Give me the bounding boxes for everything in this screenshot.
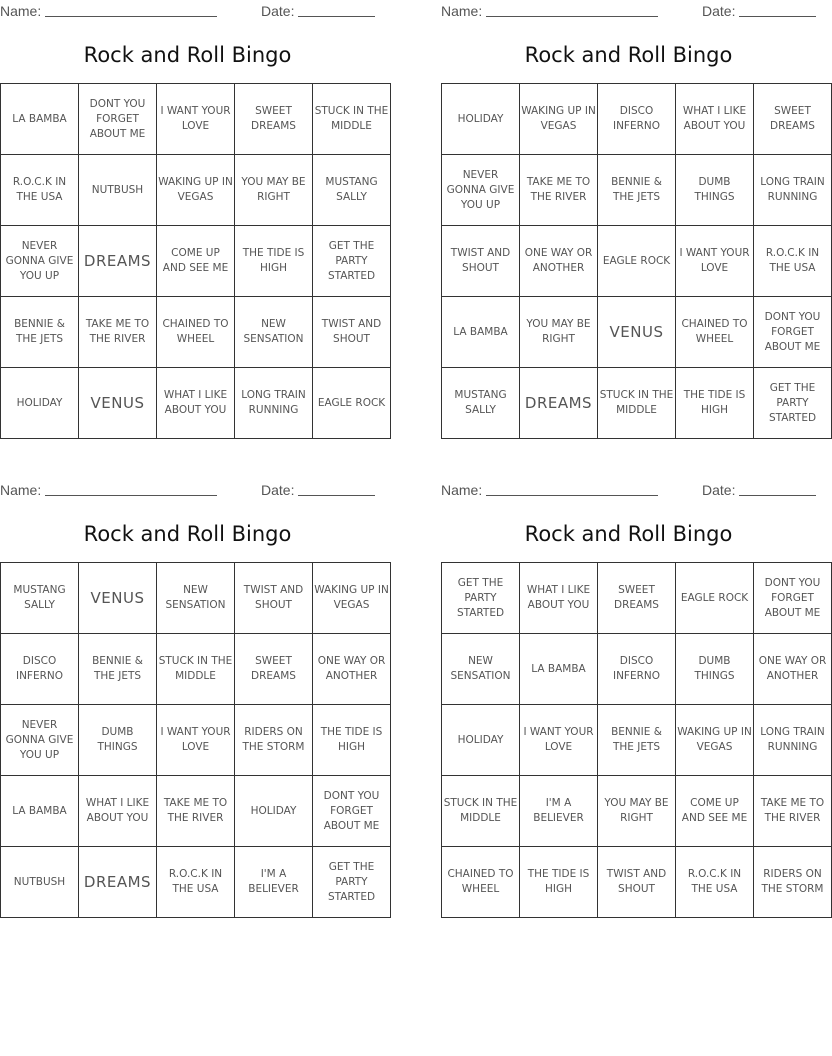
bingo-cell[interactable]: EAGLE ROCK bbox=[598, 226, 676, 297]
bingo-row bbox=[1, 368, 391, 439]
bingo-cell[interactable]: I WANT YOUR LOVE bbox=[157, 705, 235, 776]
bingo-cell[interactable]: DUMB THINGS bbox=[676, 634, 754, 705]
bingo-grid bbox=[0, 83, 391, 439]
bingo-cell[interactable]: STUCK IN THE MIDDLE bbox=[313, 84, 391, 155]
bingo-cell[interactable]: NEW SENSATION bbox=[442, 634, 520, 705]
name-label: Name: bbox=[441, 3, 483, 19]
bingo-cell[interactable]: I'M A BELIEVER bbox=[520, 776, 598, 847]
bingo-cell[interactable]: STUCK IN THE MIDDLE bbox=[598, 368, 676, 439]
bingo-cell[interactable]: R.O.C.K IN THE USA bbox=[157, 847, 235, 918]
bingo-cell[interactable]: TWIST AND SHOUT bbox=[598, 847, 676, 918]
bingo-cell[interactable]: WAKING UP IN VEGAS bbox=[313, 563, 391, 634]
name-field[interactable] bbox=[486, 16, 658, 17]
bingo-cell[interactable]: ONE WAY OR ANOTHER bbox=[520, 226, 598, 297]
bingo-cell[interactable]: STUCK IN THE MIDDLE bbox=[442, 776, 520, 847]
bingo-cell[interactable]: VENUS bbox=[598, 297, 676, 368]
bingo-cell[interactable]: LONG TRAIN RUNNING bbox=[754, 155, 832, 226]
bingo-cell[interactable]: LONG TRAIN RUNNING bbox=[235, 368, 313, 439]
bingo-cell[interactable]: R.O.C.K IN THE USA bbox=[754, 226, 832, 297]
bingo-cell[interactable]: VENUS bbox=[79, 563, 157, 634]
bingo-cell[interactable]: GET THE PARTY STARTED bbox=[313, 847, 391, 918]
bingo-cell[interactable]: TAKE ME TO THE RIVER bbox=[520, 155, 598, 226]
bingo-cell[interactable]: DONT YOU FORGET ABOUT ME bbox=[313, 776, 391, 847]
bingo-cell[interactable]: YOU MAY BE RIGHT bbox=[235, 155, 313, 226]
bingo-cell[interactable]: WAKING UP IN VEGAS bbox=[676, 705, 754, 776]
bingo-row bbox=[1, 155, 391, 226]
bingo-grid bbox=[0, 562, 391, 918]
bingo-cell[interactable]: ONE WAY OR ANOTHER bbox=[754, 634, 832, 705]
bingo-cell[interactable]: R.O.C.K IN THE USA bbox=[1, 155, 79, 226]
date-label: Date: bbox=[702, 3, 736, 19]
bingo-row bbox=[1, 634, 391, 705]
bingo-cell[interactable]: TAKE ME TO THE RIVER bbox=[754, 776, 832, 847]
bingo-cell[interactable]: I'M A BELIEVER bbox=[235, 847, 313, 918]
date-label: Date: bbox=[702, 482, 736, 498]
bingo-row bbox=[442, 634, 832, 705]
bingo-row bbox=[442, 226, 832, 297]
bingo-cell[interactable]: WAKING UP IN VEGAS bbox=[157, 155, 235, 226]
name-field[interactable] bbox=[486, 495, 658, 496]
name-date-row bbox=[0, 0, 375, 22]
bingo-cell[interactable]: LONG TRAIN RUNNING bbox=[754, 705, 832, 776]
bingo-cell[interactable]: DISCO INFERNO bbox=[598, 634, 676, 705]
bingo-row bbox=[442, 368, 832, 439]
bingo-cell[interactable]: EAGLE ROCK bbox=[313, 368, 391, 439]
bingo-cell[interactable]: CHAINED TO WHEEL bbox=[157, 297, 235, 368]
bingo-row bbox=[1, 226, 391, 297]
bingo-cell[interactable]: TWIST AND SHOUT bbox=[235, 563, 313, 634]
bingo-cell[interactable]: RIDERS ON THE STORM bbox=[754, 847, 832, 918]
bingo-cell[interactable]: DISCO INFERNO bbox=[1, 634, 79, 705]
card-title: Rock and Roll Bingo bbox=[83, 43, 292, 67]
name-date-row bbox=[0, 479, 375, 501]
bingo-cell[interactable]: MUSTANG SALLY bbox=[313, 155, 391, 226]
bingo-row bbox=[1, 847, 391, 918]
bingo-cell[interactable]: NEW SENSATION bbox=[235, 297, 313, 368]
card-title: Rock and Roll Bingo bbox=[83, 522, 292, 546]
date-field[interactable] bbox=[298, 495, 375, 496]
date-field[interactable] bbox=[739, 16, 816, 17]
bingo-cell[interactable]: WHAT I LIKE ABOUT YOU bbox=[520, 563, 598, 634]
bingo-cell[interactable]: GET THE PARTY STARTED bbox=[442, 563, 520, 634]
bingo-cell[interactable]: CHAINED TO WHEEL bbox=[676, 297, 754, 368]
date-field[interactable] bbox=[739, 495, 816, 496]
bingo-grid bbox=[441, 83, 832, 439]
bingo-cell[interactable]: DUMB THINGS bbox=[676, 155, 754, 226]
bingo-cell[interactable]: LA BAMBA bbox=[1, 776, 79, 847]
bingo-cell[interactable]: SWEET DREAMS bbox=[235, 634, 313, 705]
bingo-cell[interactable]: THE TIDE IS HIGH bbox=[235, 226, 313, 297]
bingo-cell[interactable]: EAGLE ROCK bbox=[676, 563, 754, 634]
bingo-cell[interactable]: MUSTANG SALLY bbox=[1, 563, 79, 634]
bingo-cell[interactable]: BENNIE & THE JETS bbox=[79, 634, 157, 705]
bingo-cell[interactable]: TWIST AND SHOUT bbox=[442, 226, 520, 297]
name-field[interactable] bbox=[45, 16, 217, 17]
bingo-cell[interactable]: DREAMS bbox=[79, 847, 157, 918]
bingo-row bbox=[1, 84, 391, 155]
date-label: Date: bbox=[261, 482, 295, 498]
bingo-cell[interactable]: SWEET DREAMS bbox=[754, 84, 832, 155]
name-field[interactable] bbox=[45, 495, 217, 496]
bingo-row bbox=[442, 84, 832, 155]
bingo-cell[interactable]: WHAT I LIKE ABOUT YOU bbox=[79, 776, 157, 847]
bingo-cell[interactable]: LA BAMBA bbox=[1, 84, 79, 155]
bingo-row bbox=[442, 297, 832, 368]
bingo-cell[interactable]: I WANT YOUR LOVE bbox=[157, 84, 235, 155]
bingo-cell[interactable]: HOLIDAY bbox=[442, 84, 520, 155]
card-title: Rock and Roll Bingo bbox=[524, 43, 733, 67]
bingo-row bbox=[1, 776, 391, 847]
bingo-cell[interactable]: DONT YOU FORGET ABOUT ME bbox=[754, 297, 832, 368]
bingo-cell[interactable]: THE TIDE IS HIGH bbox=[676, 368, 754, 439]
bingo-cell[interactable]: WAKING UP IN VEGAS bbox=[520, 84, 598, 155]
bingo-cell[interactable]: HOLIDAY bbox=[442, 705, 520, 776]
bingo-cell[interactable]: YOU MAY BE RIGHT bbox=[520, 297, 598, 368]
bingo-cell[interactable]: DREAMS bbox=[520, 368, 598, 439]
bingo-row bbox=[442, 705, 832, 776]
bingo-cell[interactable]: DONT YOU FORGET ABOUT ME bbox=[79, 84, 157, 155]
card-title: Rock and Roll Bingo bbox=[524, 522, 733, 546]
bingo-cell[interactable]: I WANT YOUR LOVE bbox=[676, 226, 754, 297]
date-label: Date: bbox=[261, 3, 295, 19]
bingo-cell[interactable]: HOLIDAY bbox=[235, 776, 313, 847]
bingo-cell[interactable]: DONT YOU FORGET ABOUT ME bbox=[754, 563, 832, 634]
bingo-cell[interactable]: THE TIDE IS HIGH bbox=[520, 847, 598, 918]
bingo-cell[interactable]: GET THE PARTY STARTED bbox=[754, 368, 832, 439]
bingo-cell[interactable]: YOU MAY BE RIGHT bbox=[598, 776, 676, 847]
bingo-cell[interactable]: THE TIDE IS HIGH bbox=[313, 705, 391, 776]
bingo-cell[interactable]: COME UP AND SEE ME bbox=[157, 226, 235, 297]
name-date-row bbox=[441, 0, 816, 22]
bingo-cell[interactable]: COME UP AND SEE ME bbox=[676, 776, 754, 847]
bingo-cell[interactable]: TAKE ME TO THE RIVER bbox=[157, 776, 235, 847]
bingo-card-1 bbox=[0, 0, 389, 440]
bingo-cell[interactable]: NEVER GONNA GIVE YOU UP bbox=[1, 705, 79, 776]
bingo-cell[interactable]: GET THE PARTY STARTED bbox=[313, 226, 391, 297]
bingo-cell[interactable]: BENNIE & THE JETS bbox=[1, 297, 79, 368]
bingo-cell[interactable]: BENNIE & THE JETS bbox=[598, 155, 676, 226]
bingo-cell[interactable]: DISCO INFERNO bbox=[598, 84, 676, 155]
bingo-row bbox=[442, 776, 832, 847]
bingo-cell[interactable]: NEVER GONNA GIVE YOU UP bbox=[442, 155, 520, 226]
bingo-cell[interactable]: NUTBUSH bbox=[1, 847, 79, 918]
bingo-cell[interactable]: R.O.C.K IN THE USA bbox=[676, 847, 754, 918]
name-label: Name: bbox=[0, 482, 42, 498]
bingo-cell[interactable]: I WANT YOUR LOVE bbox=[520, 705, 598, 776]
name-label: Name: bbox=[441, 482, 483, 498]
bingo-cell[interactable]: CHAINED TO WHEEL bbox=[442, 847, 520, 918]
bingo-cell[interactable]: NEW SENSATION bbox=[157, 563, 235, 634]
bingo-cell[interactable]: TAKE ME TO THE RIVER bbox=[79, 297, 157, 368]
bingo-cell[interactable]: LA BAMBA bbox=[442, 297, 520, 368]
bingo-cell[interactable]: RIDERS ON THE STORM bbox=[235, 705, 313, 776]
bingo-card-4 bbox=[441, 479, 827, 919]
bingo-cell[interactable]: WHAT I LIKE ABOUT YOU bbox=[157, 368, 235, 439]
bingo-row bbox=[442, 155, 832, 226]
bingo-cell[interactable]: LA BAMBA bbox=[520, 634, 598, 705]
bingo-row bbox=[1, 297, 391, 368]
bingo-row bbox=[442, 563, 832, 634]
bingo-cell[interactable]: NEVER GONNA GIVE YOU UP bbox=[1, 226, 79, 297]
bingo-cell[interactable]: NUTBUSH bbox=[79, 155, 157, 226]
date-field[interactable] bbox=[298, 16, 375, 17]
bingo-cell[interactable]: TWIST AND SHOUT bbox=[313, 297, 391, 368]
bingo-cell[interactable]: DREAMS bbox=[79, 226, 157, 297]
bingo-cell[interactable]: VENUS bbox=[79, 368, 157, 439]
bingo-cell[interactable]: DUMB THINGS bbox=[79, 705, 157, 776]
bingo-cell[interactable]: WHAT I LIKE ABOUT YOU bbox=[676, 84, 754, 155]
bingo-cell[interactable]: SWEET DREAMS bbox=[598, 563, 676, 634]
bingo-row bbox=[442, 847, 832, 918]
bingo-row bbox=[1, 705, 391, 776]
bingo-cell[interactable]: STUCK IN THE MIDDLE bbox=[157, 634, 235, 705]
name-date-row bbox=[441, 479, 816, 501]
bingo-cell[interactable]: ONE WAY OR ANOTHER bbox=[313, 634, 391, 705]
bingo-row bbox=[1, 563, 391, 634]
bingo-card-3 bbox=[0, 479, 389, 919]
bingo-cell[interactable]: SWEET DREAMS bbox=[235, 84, 313, 155]
bingo-cell[interactable]: HOLIDAY bbox=[1, 368, 79, 439]
bingo-cell[interactable]: MUSTANG SALLY bbox=[442, 368, 520, 439]
bingo-card-2 bbox=[441, 0, 825, 440]
bingo-cell[interactable]: BENNIE & THE JETS bbox=[598, 705, 676, 776]
name-label: Name: bbox=[0, 3, 42, 19]
bingo-grid bbox=[441, 562, 832, 918]
